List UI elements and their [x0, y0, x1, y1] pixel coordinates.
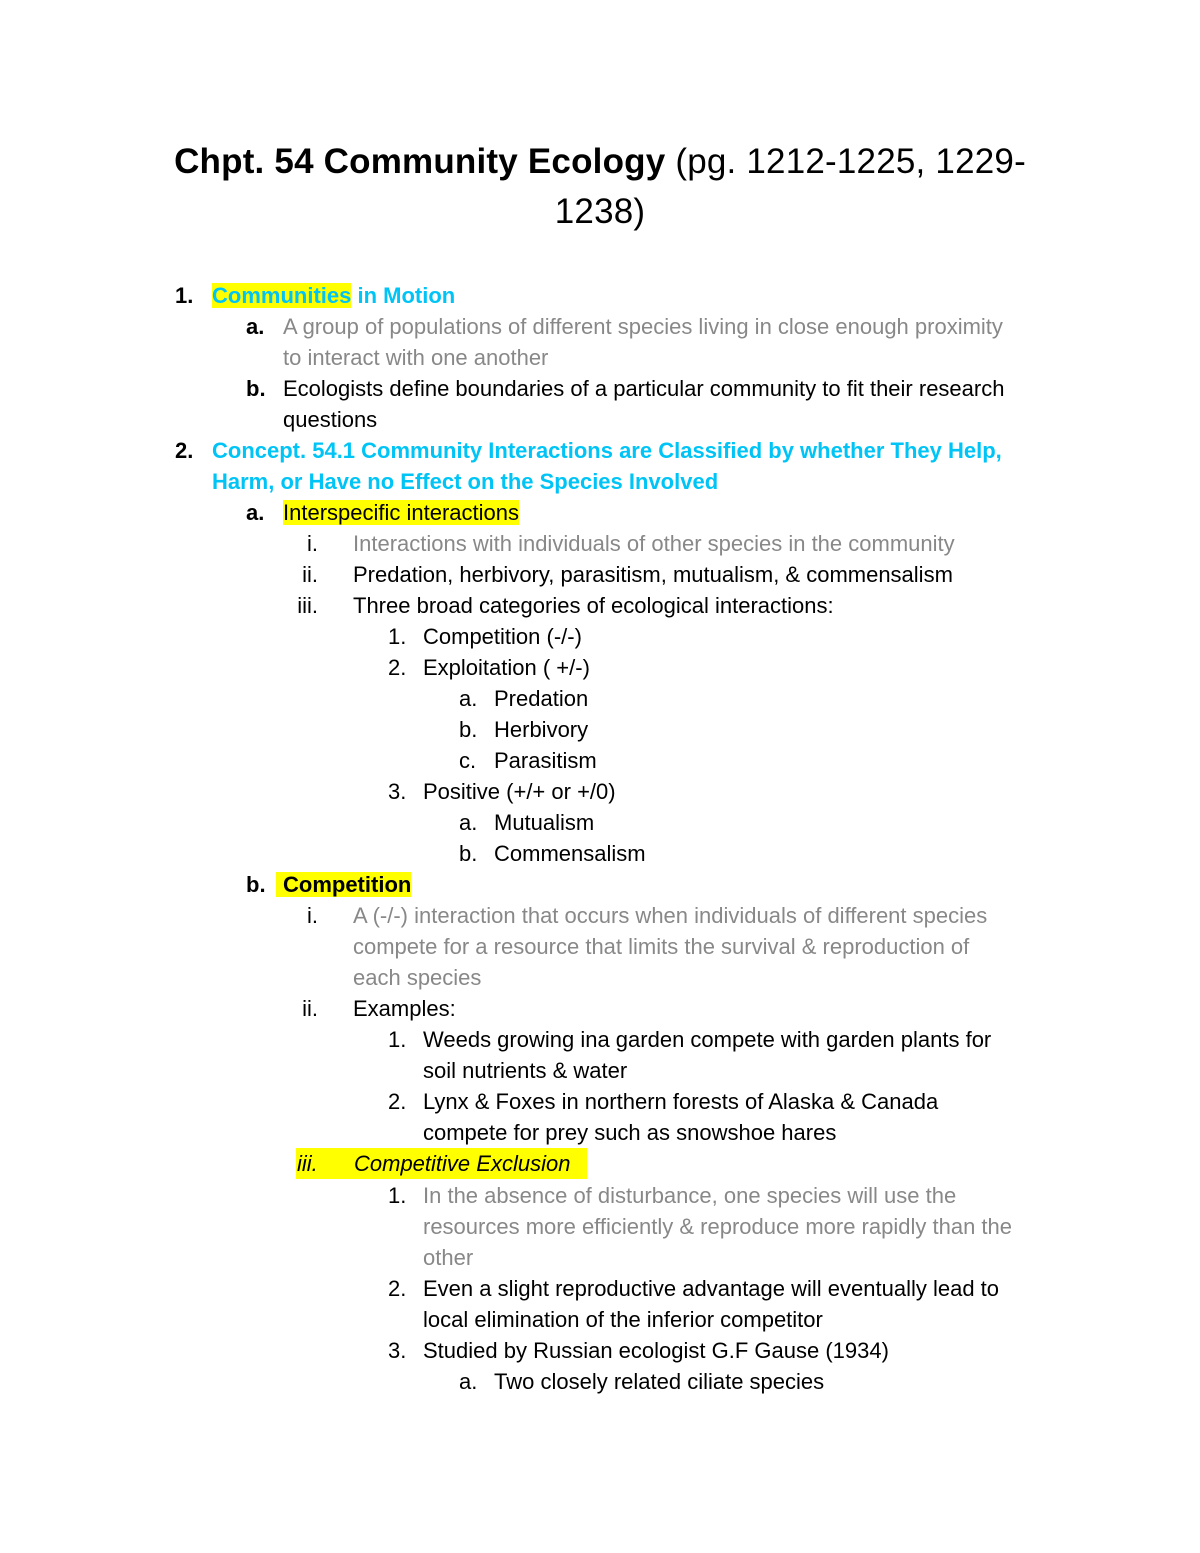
- section-2b-i-text-3: each species: [353, 965, 482, 990]
- category-2c-marker: c.: [459, 748, 477, 773]
- exclusion-1-text-2: resources more efficiently & reproduce more rapidly than the: [423, 1214, 1012, 1239]
- section-1a-marker: a.: [246, 314, 265, 339]
- section-2b-iii-marker: iii.: [297, 1151, 318, 1176]
- section-2a-marker: a.: [246, 500, 265, 525]
- section-1-heading-highlight: Communities: [212, 283, 352, 308]
- section-2b-i-text-1: A (-/-) interaction that occurs when individuals of different species: [353, 903, 988, 928]
- section-2-marker: 2.: [175, 438, 194, 463]
- section-2b-ii-text: Examples:: [353, 996, 456, 1021]
- category-1-text: Competition (-/-): [423, 624, 582, 649]
- interspecific-label: Interspecific interactions: [283, 500, 519, 525]
- example-1-text-1: Weeds growing ina garden compete with garden plants for: [423, 1027, 992, 1052]
- section-1b-text-2: questions: [283, 407, 378, 432]
- category-2a-marker: a.: [459, 686, 478, 711]
- exclusion-1-marker: 1.: [388, 1183, 407, 1208]
- section-2b-i-text-2: compete for a resource that limits the survival & reproduction of: [353, 934, 970, 959]
- category-3a-text: Mutualism: [494, 810, 595, 835]
- section-2b-ii-marker: ii.: [302, 996, 318, 1021]
- section-2b-marker: b.: [246, 872, 266, 897]
- category-3a-marker: a.: [459, 810, 478, 835]
- exclusion-1-text-1: In the absence of disturbance, one species will use the: [423, 1183, 957, 1208]
- example-1-text-2: soil nutrients & water: [423, 1058, 628, 1083]
- category-2b-text: Herbivory: [494, 717, 589, 742]
- section-2-heading-2: Harm, or Have no Effect on the Species Involved: [212, 469, 719, 494]
- section-2a-ii-text: Predation, herbivory, parasitism, mutualism, & commensalism: [353, 562, 953, 587]
- document-title-line-2: [100, 187, 1100, 237]
- category-3b-text: Commensalism: [494, 841, 646, 866]
- category-2b-marker: b.: [459, 717, 478, 742]
- section-2a-iii-text: Three broad categories of ecological interactions:: [353, 593, 834, 618]
- exclusion-1-text-3: other: [423, 1245, 474, 1270]
- category-2c-text: Parasitism: [494, 748, 597, 773]
- category-2-marker: 2.: [388, 655, 407, 680]
- section-1a-text-2: to interact with one another: [283, 345, 549, 370]
- competitive-exclusion-label: Competitive Exclusion: [354, 1151, 571, 1176]
- section-2a-iii-marker: iii.: [297, 593, 318, 618]
- section-1a-text-1: A group of populations of different species living in close enough proximity: [283, 314, 1003, 339]
- exclusion-3a-marker: a.: [459, 1369, 478, 1394]
- section-2b-label: [276, 869, 411, 900]
- competition-label: Competition: [276, 872, 411, 897]
- section-2a-label: [283, 497, 519, 528]
- section-1b-text-1: Ecologists define boundaries of a particular community to fit their research: [283, 376, 1005, 401]
- section-2a-ii-marker: ii.: [302, 562, 318, 587]
- exclusion-3-text: Studied by Russian ecologist G.F Gause (1934): [423, 1338, 889, 1363]
- category-2a-text: Predation: [494, 686, 589, 711]
- category-3b-marker: b.: [459, 841, 478, 866]
- example-2-marker: 2.: [388, 1089, 407, 1114]
- category-2-text: Exploitation ( +/-): [423, 655, 590, 680]
- category-1-marker: 1.: [388, 624, 407, 649]
- title-bold: Chpt. 54 Community Ecology: [174, 142, 666, 181]
- section-2-heading-1: Concept. 54.1 Community Interactions are Classified by whether They Help,: [212, 438, 1002, 463]
- title-pages: (pg. 1212-1225, 1229-: [665, 142, 1026, 181]
- example-2-text-1: Lynx & Foxes in northern forests of Alaska & Canada: [423, 1089, 939, 1114]
- exclusion-3-marker: 3.: [388, 1338, 407, 1363]
- title-pages-cont: 1238): [554, 192, 646, 231]
- section-2b-i-marker: i.: [307, 903, 318, 928]
- category-3-text: Positive (+/+ or +/0): [423, 779, 616, 804]
- example-2-text-2: compete for prey such as snowshoe hares: [423, 1120, 837, 1145]
- section-1-marker: 1.: [175, 283, 194, 308]
- document-title-line-1: [100, 137, 1100, 187]
- section-2a-i-marker: i.: [307, 531, 318, 556]
- exclusion-2-text-1: Even a slight reproductive advantage will eventually lead to: [423, 1276, 1000, 1301]
- section-2a-i-text: Interactions with individuals of other species in the community: [353, 531, 955, 556]
- exclusion-3a-text: Two closely related ciliate species: [494, 1369, 825, 1394]
- section-1b-marker: b.: [246, 376, 266, 401]
- section-1-heading-rest: in Motion: [351, 283, 456, 308]
- exclusion-2-marker: 2.: [388, 1276, 407, 1301]
- exclusion-2-text-2: local elimination of the inferior competitor: [423, 1307, 823, 1332]
- category-3-marker: 3.: [388, 779, 407, 804]
- example-1-marker: 1.: [388, 1027, 407, 1052]
- section-1-heading: [212, 280, 455, 311]
